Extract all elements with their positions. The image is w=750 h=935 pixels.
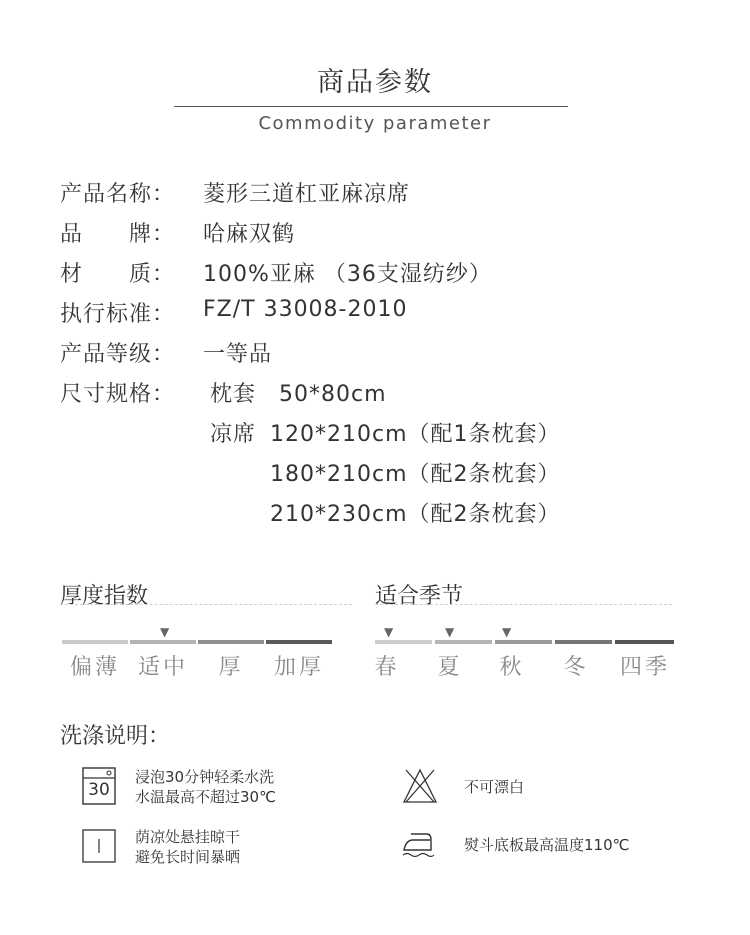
param-brand-label: 品 牌： [60,222,176,247]
page-title: 商品参数 [317,67,433,98]
param-size-label: 尺寸规格： [60,382,176,407]
param-brand-value: 哈麻双鹤 [203,222,296,247]
thickness-dotted-divider [60,604,352,605]
care-text-line: 水温最高不超过30℃ [135,788,276,806]
param-material-value: 100%亚麻 （36支湿纺纱） [203,262,492,287]
season-label: 秋 [499,655,525,680]
care-text-line: 熨斗底板最高温度110℃ [464,836,630,854]
care-text-line: 浸泡30分钟轻柔水洗 [135,768,275,786]
care-title: 洗涤说明： [60,724,171,749]
thickness-bar-segment [198,640,264,644]
param-size-mat-prefix: 凉席 [210,422,257,447]
thickness-label: 加厚 [273,655,324,680]
thickness-label: 厚 [218,655,244,680]
thickness-bar-segment [266,640,332,644]
thickness-bar-segment [130,640,196,644]
season-bar-segment [435,640,492,644]
care-text-line: 荫凉处悬挂晾干 [135,828,241,846]
season-marker-icon: ▼ [502,625,512,639]
season-bar-segment [615,640,674,644]
param-name-value: 菱形三道杠亚麻凉席 [203,182,411,207]
care-text-line: 不可漂白 [464,778,525,796]
thickness-label: 适中 [137,655,188,680]
season-bar-segment [555,640,612,644]
param-size-mat-line: 120*210cm（配1条枕套） [270,422,561,447]
iron-icon [401,830,435,858]
wash-temperature-text: 30 [88,780,110,800]
season-marker-icon: ▼ [445,625,455,639]
shade-dry-icon [82,829,116,863]
param-grade-value: 一等品 [203,342,273,367]
season-marker-icon: ▼ [384,625,394,639]
page-subtitle: Commodity parameter [258,113,492,134]
title-divider [174,106,568,107]
season-label: 夏 [437,655,463,680]
thickness-bar-segment [62,640,128,644]
param-grade-label: 产品等级： [60,342,176,367]
no-bleach-icon [401,767,439,805]
care-text-line: 避免长时间暴晒 [135,848,241,866]
season-label: 春 [374,655,400,680]
thickness-label: 偏薄 [69,655,120,680]
param-size-pillow: 枕套 50*80cm [210,382,387,407]
param-material-label: 材 质： [60,262,176,287]
season-label: 冬 [563,655,589,680]
season-dotted-divider [375,604,672,605]
season-title: 适合季节 [375,584,464,609]
season-bar-segment [495,640,552,644]
season-bar-segment [375,640,432,644]
thickness-marker-icon: ▼ [160,625,170,639]
param-size-mat-line: 210*230cm（配2条枕套） [270,502,561,527]
season-label: 四季 [619,655,670,680]
thickness-title: 厚度指数 [60,584,149,609]
param-standard-label: 执行标准： [60,302,176,327]
param-standard-value: FZ/T 33008-2010 [203,297,408,322]
param-size-mat-line: 180*210cm（配2条枕套） [270,462,561,487]
param-name-label: 产品名称： [60,182,176,207]
